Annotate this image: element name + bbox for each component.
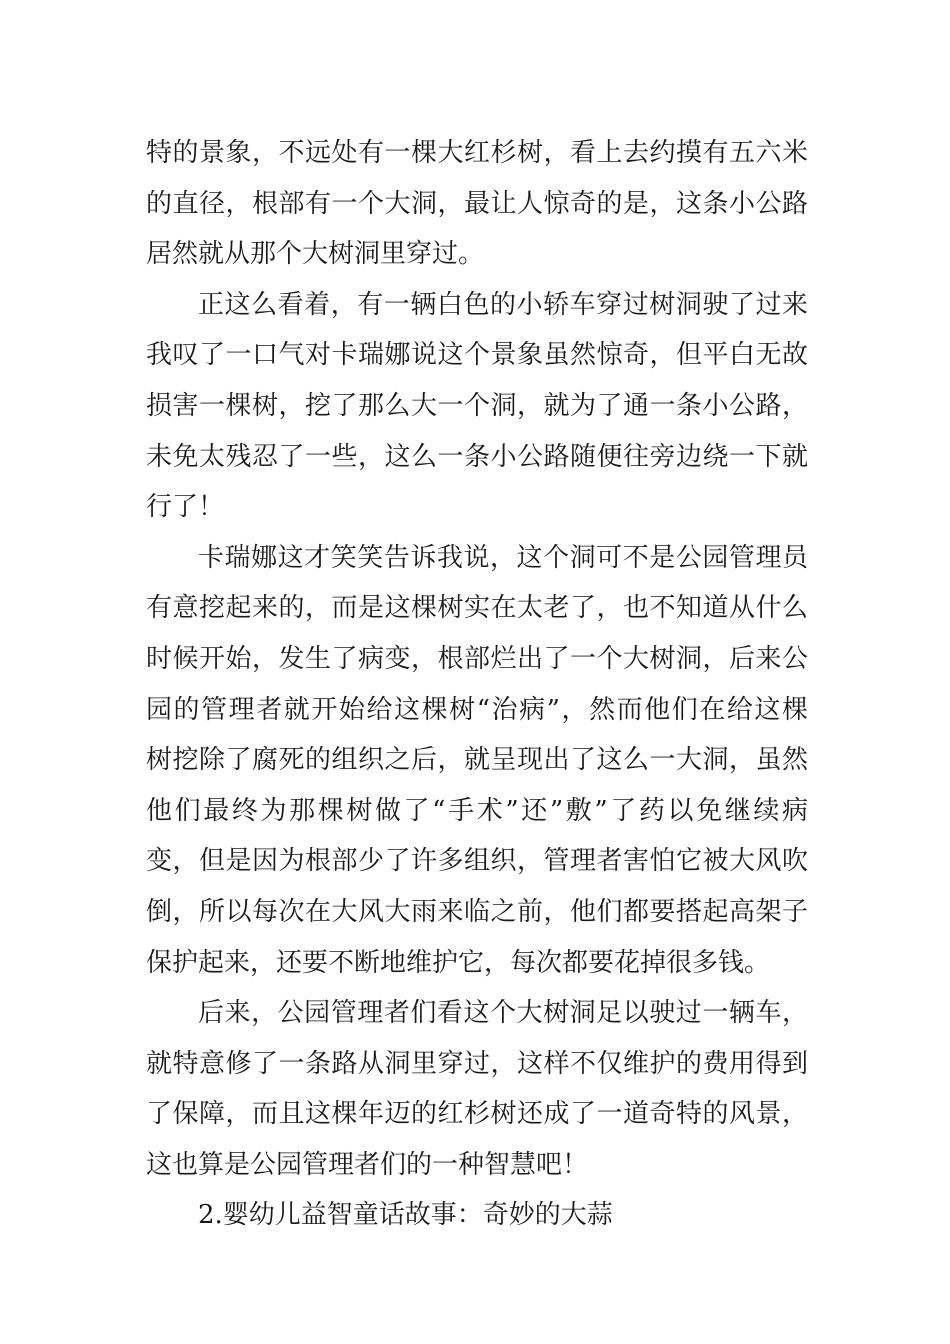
text-line: 特的景象，不远处有一棵大红杉树，看上去约摸有五六米 <box>146 138 808 168</box>
section-heading: 2.婴幼儿益智童话故事：奇妙的大蒜 <box>198 1200 613 1231</box>
text-line: 倒，所以每次在大风大雨来临之前，他们都要搭起高架子 <box>146 896 808 927</box>
text-line: 他们最终为那棵树做了“手术”还”敷”了药以免继续病 <box>146 795 808 826</box>
text-line: 保护起来，还要不断地维护它，每次都要花掉很多钱。 <box>146 947 771 978</box>
text-line: 树挖除了腐死的组织之后，就呈现出了这么一大洞，虽然 <box>146 745 808 776</box>
text-line: 正这么看着，有一辆白色的小轿车穿过树洞驶了过来 <box>198 289 808 320</box>
text-line: 有意挖起来的，而是这棵树实在太老了，也不知道从什么 <box>146 593 808 624</box>
text-line: 变，但是因为根部少了许多组织，管理者害怕它被大风吹 <box>146 846 808 877</box>
document-body <box>146 128 808 1241</box>
text-line: 的直径，根部有一个大洞，最让人惊奇的是，这条小公路 <box>146 188 808 219</box>
text-line: 行了！ <box>146 492 225 523</box>
text-line: 了保障，而且这棵年迈的红杉树还成了一道奇特的风景， <box>146 1099 808 1130</box>
text-line: 园的管理者就开始给这棵树“治病”，然而他们在给这棵 <box>146 694 808 725</box>
text-line: 我叹了一口气对卡瑞娜说这个景象虽然惊奇，但平白无故 <box>146 340 808 371</box>
text-line: 这也算是公园管理者们的一种智慧吧！ <box>146 1149 589 1180</box>
text-line: 居然就从那个大树洞里穿过。 <box>146 239 485 270</box>
text-line: 未免太残忍了一些，这么一条小公路随便往旁边绕一下就 <box>146 441 808 472</box>
text-line: 损害一棵树，挖了那么大一个洞，就为了通一条小公路， <box>146 390 808 421</box>
text-line: 就特意修了一条路从洞里穿过，这样不仅维护的费用得到 <box>146 1048 808 1079</box>
text-line: 后来，公园管理者们看这个大树洞足以驶过一辆车， <box>198 998 808 1029</box>
text-line: 时候开始，发生了病变，根部烂出了一个大树洞，后来公 <box>146 643 808 674</box>
text-line: 卡瑞娜这才笑笑告诉我说，这个洞可不是公园管理员 <box>198 542 808 573</box>
